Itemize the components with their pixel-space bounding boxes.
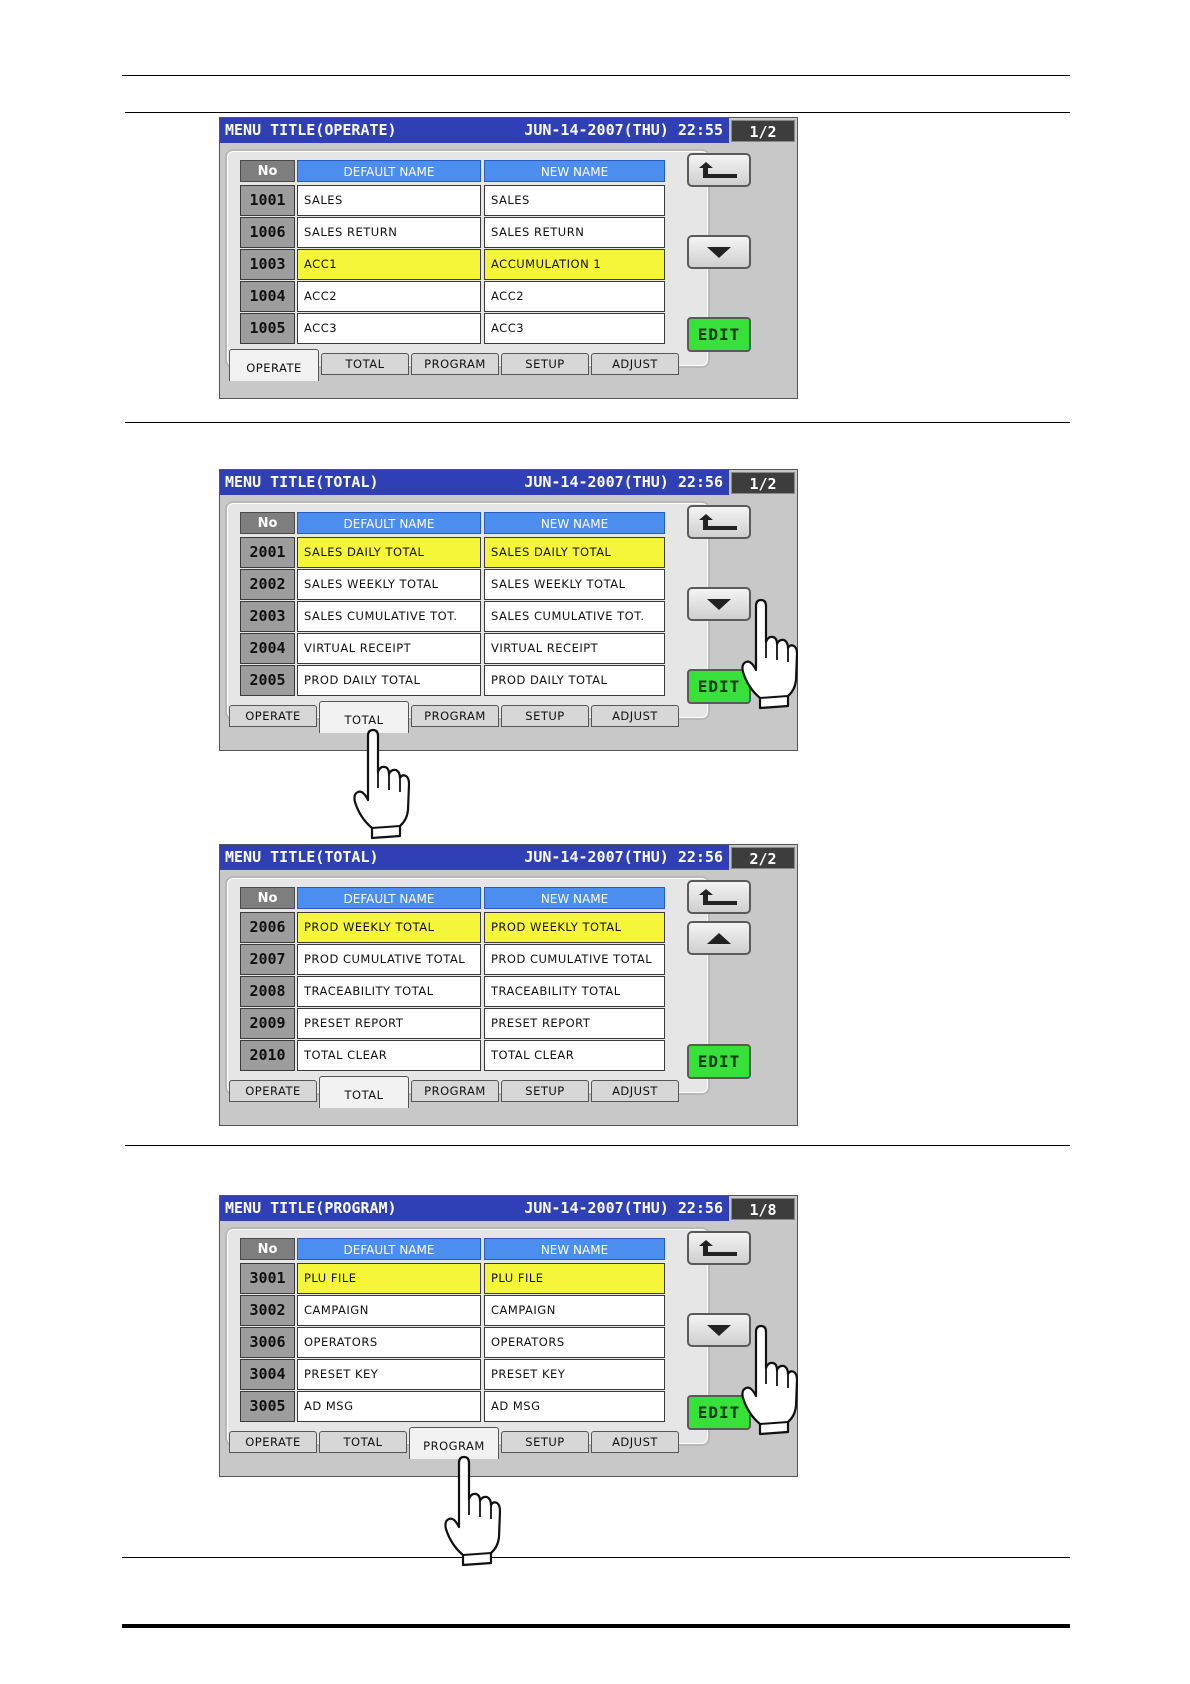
- row-number: 3004: [240, 1359, 295, 1390]
- table-row[interactable]: [240, 185, 695, 216]
- tab-operate[interactable]: OPERATE: [229, 349, 319, 381]
- row-default-name: PROD DAILY TOTAL: [297, 665, 481, 696]
- tab-setup[interactable]: SETUP: [501, 1080, 589, 1102]
- page-indicator: 1/2: [731, 120, 795, 142]
- rule-bottom: [122, 1624, 1070, 1628]
- tab-adjust[interactable]: ADJUST: [591, 1080, 679, 1102]
- tab-program[interactable]: PROGRAM: [411, 705, 499, 727]
- table-header: [240, 887, 695, 909]
- table-row[interactable]: [240, 1295, 695, 1326]
- tab-program[interactable]: PROGRAM: [409, 1427, 499, 1459]
- row-number: 2010: [240, 1040, 295, 1071]
- row-default-name: SALES CUMULATIVE TOT.: [297, 601, 481, 632]
- table-row[interactable]: [240, 633, 695, 664]
- row-default-name: OPERATORS: [297, 1327, 481, 1358]
- table-row[interactable]: [240, 569, 695, 600]
- rule-1: [125, 112, 1070, 113]
- tab-total[interactable]: TOTAL: [319, 1431, 407, 1453]
- tab-adjust[interactable]: ADJUST: [591, 1431, 679, 1453]
- rule-4: [122, 1557, 1070, 1558]
- table-header: [240, 512, 695, 534]
- row-new-name: PROD WEEKLY TOTAL: [484, 912, 665, 943]
- header-new-name: NEW NAME: [484, 1238, 665, 1260]
- row-new-name: SALES DAILY TOTAL: [484, 537, 665, 568]
- table-panel: [225, 501, 710, 720]
- header-default-name: DEFAULT NAME: [297, 887, 481, 909]
- back-button[interactable]: [687, 880, 751, 914]
- tab-program[interactable]: PROGRAM: [411, 353, 499, 375]
- table-row[interactable]: [240, 944, 695, 975]
- tab-adjust[interactable]: ADJUST: [591, 705, 679, 727]
- row-number: 2007: [240, 944, 295, 975]
- row-default-name: PROD WEEKLY TOTAL: [297, 912, 481, 943]
- back-button[interactable]: [687, 1231, 751, 1265]
- table-row[interactable]: [240, 313, 695, 344]
- row-new-name: PRESET REPORT: [484, 1008, 665, 1039]
- rule-top: [122, 75, 1070, 76]
- row-default-name: CAMPAIGN: [297, 1295, 481, 1326]
- tab-operate[interactable]: OPERATE: [229, 1431, 317, 1453]
- table-row-selected[interactable]: [240, 1263, 695, 1294]
- table-row[interactable]: [240, 1391, 695, 1422]
- row-default-name: TOTAL CLEAR: [297, 1040, 481, 1071]
- table-row-selected[interactable]: [240, 912, 695, 943]
- header-default-name: DEFAULT NAME: [297, 512, 481, 534]
- back-arrow-icon: [689, 882, 749, 912]
- screen-title: MENU TITLE(PROGRAM): [225, 1199, 397, 1217]
- row-new-name: ACC3: [484, 313, 665, 344]
- page-indicator: 1/2: [731, 472, 795, 494]
- scroll-up-button[interactable]: [687, 921, 751, 955]
- row-new-name: TRACEABILITY TOTAL: [484, 976, 665, 1007]
- date-time: JUN-14-2007(THU) 22:55: [524, 121, 723, 139]
- row-number: 2001: [240, 537, 295, 568]
- row-number: 3001: [240, 1263, 295, 1294]
- row-new-name: TOTAL CLEAR: [484, 1040, 665, 1071]
- row-default-name: ACC3: [297, 313, 481, 344]
- row-number: 3005: [240, 1391, 295, 1422]
- title-bar: [220, 1196, 729, 1221]
- title-bar: [220, 845, 729, 870]
- title-bar: [220, 118, 729, 143]
- row-number: 3006: [240, 1327, 295, 1358]
- tab-program[interactable]: PROGRAM: [411, 1080, 499, 1102]
- edit-button[interactable]: EDIT: [687, 669, 751, 704]
- back-arrow-icon: [689, 1233, 749, 1263]
- tab-operate[interactable]: OPERATE: [229, 1080, 317, 1102]
- row-number: 1001: [240, 185, 295, 216]
- back-arrow-icon: [689, 507, 749, 537]
- scroll-down-button[interactable]: [687, 235, 751, 269]
- row-new-name: PLU FILE: [484, 1263, 665, 1294]
- row-new-name: ACCUMULATION 1: [484, 249, 665, 280]
- row-number: 2005: [240, 665, 295, 696]
- tab-adjust[interactable]: ADJUST: [591, 353, 679, 375]
- tab-total[interactable]: TOTAL: [321, 353, 409, 375]
- table-row[interactable]: [240, 665, 695, 696]
- table-row[interactable]: [240, 601, 695, 632]
- row-new-name: ACC2: [484, 281, 665, 312]
- table-header: [240, 1238, 695, 1260]
- tab-bar: [229, 353, 659, 387]
- row-default-name: SALES: [297, 185, 481, 216]
- row-new-name: OPERATORS: [484, 1327, 665, 1358]
- row-number: 2003: [240, 601, 295, 632]
- pointing-hand-icon: [350, 728, 410, 848]
- scroll-down-icon: [689, 237, 749, 267]
- table-panel: [225, 1227, 710, 1446]
- menu-title-screen-program: [219, 1195, 798, 1477]
- title-bar: [220, 470, 729, 495]
- row-number: 2002: [240, 569, 295, 600]
- header-default-name: DEFAULT NAME: [297, 1238, 481, 1260]
- tab-bar: [229, 1080, 659, 1114]
- table-row-selected[interactable]: [240, 537, 695, 568]
- row-default-name: ACC2: [297, 281, 481, 312]
- table-row[interactable]: [240, 976, 695, 1007]
- screen-title: MENU TITLE(OPERATE): [225, 121, 397, 139]
- back-arrow-icon: [689, 155, 749, 185]
- header-no: No: [240, 887, 295, 909]
- rule-2: [125, 422, 1070, 423]
- table-row[interactable]: [240, 1040, 695, 1071]
- header-no: No: [240, 1238, 295, 1260]
- row-number: 1006: [240, 217, 295, 248]
- menu-title-screen-total-page2: [219, 844, 798, 1126]
- page-indicator: 2/2: [731, 847, 795, 869]
- row-default-name: PRESET REPORT: [297, 1008, 481, 1039]
- row-default-name: TRACEABILITY TOTAL: [297, 976, 481, 1007]
- date-time: JUN-14-2007(THU) 22:56: [524, 848, 723, 866]
- tab-setup[interactable]: SETUP: [501, 353, 589, 375]
- header-new-name: NEW NAME: [484, 512, 665, 534]
- tab-setup[interactable]: SETUP: [501, 1431, 589, 1453]
- header-default-name: DEFAULT NAME: [297, 160, 481, 182]
- back-button[interactable]: [687, 505, 751, 539]
- row-new-name: PROD CUMULATIVE TOTAL: [484, 944, 665, 975]
- row-default-name: PRESET KEY: [297, 1359, 481, 1390]
- edit-button[interactable]: EDIT: [687, 1395, 751, 1430]
- row-new-name: SALES: [484, 185, 665, 216]
- table-panel: [225, 149, 710, 368]
- row-number: 2009: [240, 1008, 295, 1039]
- row-default-name: SALES DAILY TOTAL: [297, 537, 481, 568]
- pointing-hand-icon: [738, 598, 798, 718]
- row-number: 1004: [240, 281, 295, 312]
- back-button[interactable]: [687, 153, 751, 187]
- row-default-name: PROD CUMULATIVE TOTAL: [297, 944, 481, 975]
- row-number: 2004: [240, 633, 295, 664]
- header-no: No: [240, 512, 295, 534]
- table-row-selected[interactable]: [240, 249, 695, 280]
- header-new-name: NEW NAME: [484, 160, 665, 182]
- date-time: JUN-14-2007(THU) 22:56: [524, 1199, 723, 1217]
- edit-button[interactable]: EDIT: [687, 1044, 751, 1079]
- tab-setup[interactable]: SETUP: [501, 705, 589, 727]
- edit-button[interactable]: EDIT: [687, 317, 751, 352]
- table-row[interactable]: [240, 1359, 695, 1390]
- row-new-name: VIRTUAL RECEIPT: [484, 633, 665, 664]
- header-no: No: [240, 160, 295, 182]
- header-new-name: NEW NAME: [484, 887, 665, 909]
- page-indicator: 1/8: [731, 1198, 795, 1220]
- table-header: [240, 160, 695, 182]
- table-row[interactable]: [240, 1008, 695, 1039]
- row-number: 3002: [240, 1295, 295, 1326]
- table-row[interactable]: [240, 281, 695, 312]
- row-number: 2006: [240, 912, 295, 943]
- row-default-name: AD MSG: [297, 1391, 481, 1422]
- table-panel: [225, 876, 710, 1095]
- row-number: 2008: [240, 976, 295, 1007]
- row-default-name: ACC1: [297, 249, 481, 280]
- row-new-name: AD MSG: [484, 1391, 665, 1422]
- row-default-name: SALES WEEKLY TOTAL: [297, 569, 481, 600]
- row-new-name: SALES WEEKLY TOTAL: [484, 569, 665, 600]
- row-number: 1005: [240, 313, 295, 344]
- menu-title-screen-total-page1: [219, 469, 798, 751]
- tab-total[interactable]: TOTAL: [319, 1076, 409, 1108]
- row-default-name: VIRTUAL RECEIPT: [297, 633, 481, 664]
- row-new-name: PROD DAILY TOTAL: [484, 665, 665, 696]
- tab-total[interactable]: TOTAL: [319, 701, 409, 733]
- screen-title: MENU TITLE(TOTAL): [225, 473, 379, 491]
- row-default-name: PLU FILE: [297, 1263, 481, 1294]
- menu-title-screen-operate: [219, 117, 798, 399]
- tab-bar: [229, 705, 659, 739]
- table-row[interactable]: [240, 1327, 695, 1358]
- row-new-name: SALES RETURN: [484, 217, 665, 248]
- date-time: JUN-14-2007(THU) 22:56: [524, 473, 723, 491]
- pointing-hand-icon: [441, 1455, 501, 1575]
- screen-title: MENU TITLE(TOTAL): [225, 848, 379, 866]
- row-default-name: SALES RETURN: [297, 217, 481, 248]
- pointing-hand-icon: [738, 1324, 798, 1444]
- row-new-name: CAMPAIGN: [484, 1295, 665, 1326]
- tab-operate[interactable]: OPERATE: [229, 705, 317, 727]
- scroll-up-icon: [689, 923, 749, 953]
- row-new-name: SALES CUMULATIVE TOT.: [484, 601, 665, 632]
- rule-3: [125, 1145, 1070, 1146]
- table-row[interactable]: [240, 217, 695, 248]
- row-new-name: PRESET KEY: [484, 1359, 665, 1390]
- row-number: 1003: [240, 249, 295, 280]
